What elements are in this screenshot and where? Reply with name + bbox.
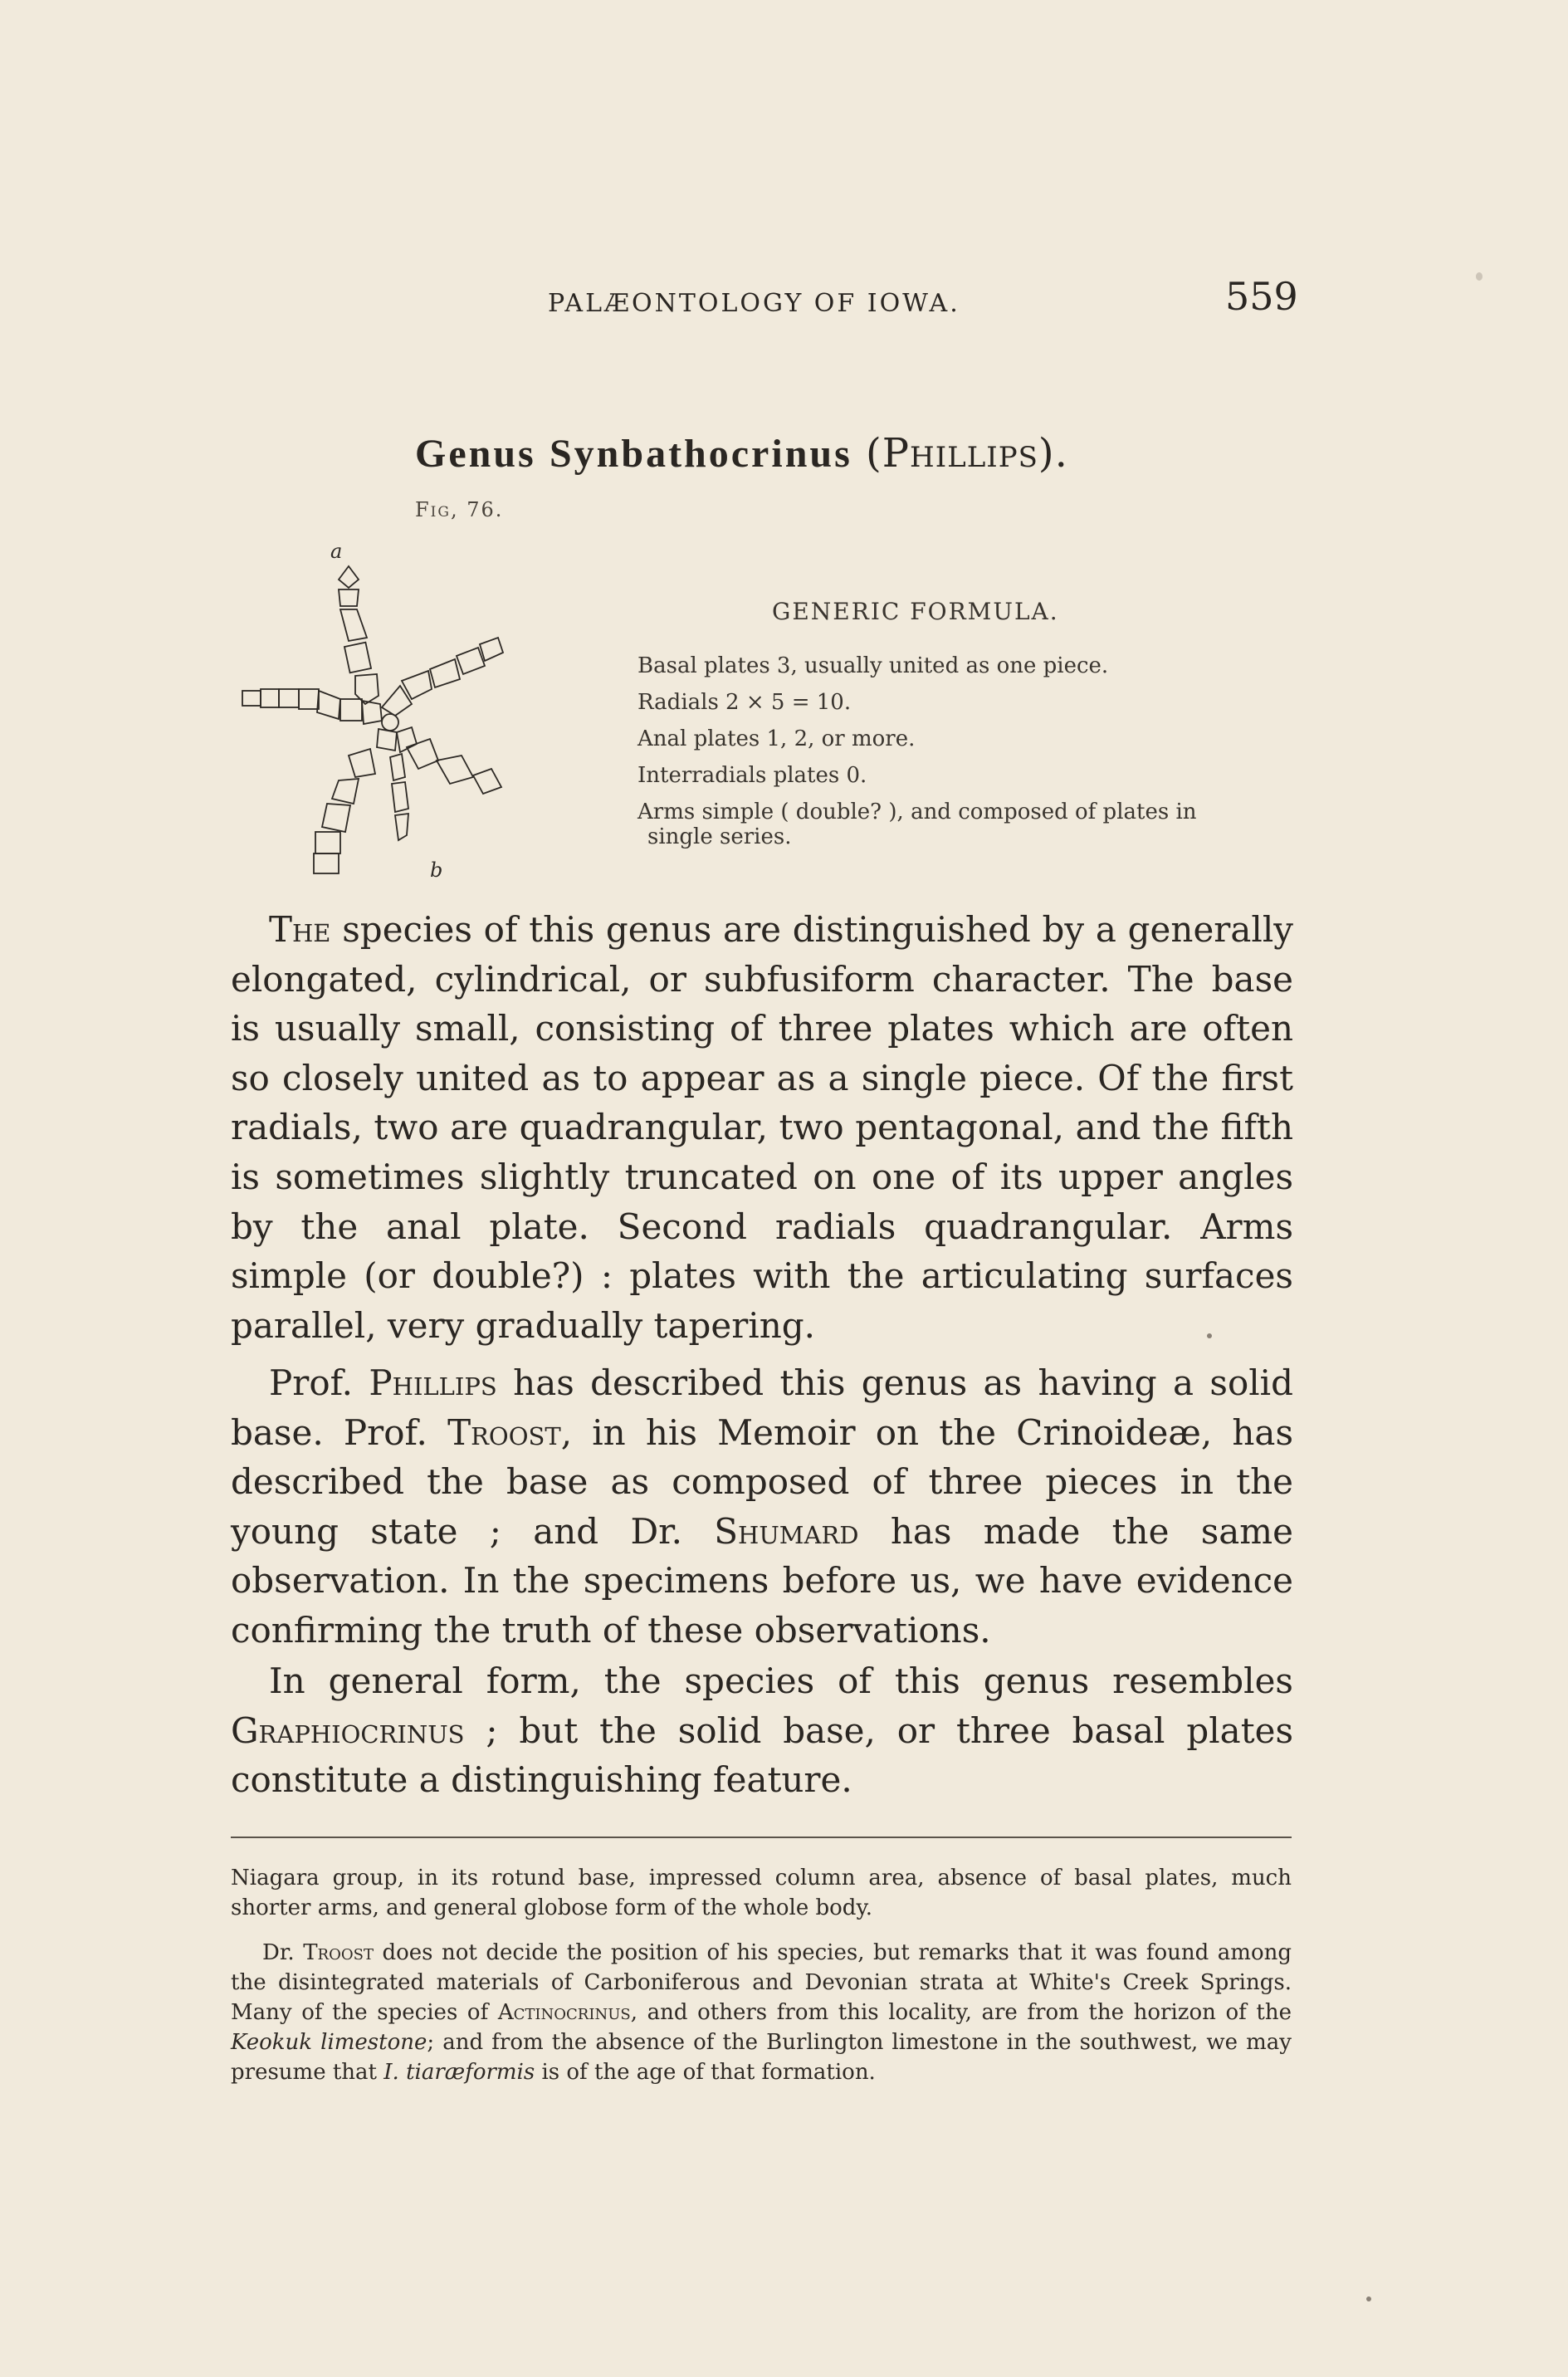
formula-line: Arms simple ( double? ), and composed of plates in	[637, 800, 1197, 824]
running-head: PALÆONTOLOGY OF IOWA.	[548, 289, 960, 318]
p2-text: Prof.	[269, 1362, 354, 1403]
species-name: I. tiaræformis	[383, 2060, 535, 2085]
figure-mark-b: b	[430, 858, 443, 882]
author-name: Troost	[447, 1411, 561, 1453]
genus-reference: Graphiocrinus	[231, 1709, 465, 1751]
p3-text: ; but the solid base, or three basal plates constitute a distinguishing feature.	[231, 1709, 1293, 1801]
p2-text: , in his Memoir on the Crinoideæ, has described the base as composed of three pieces in the young state ; and Dr.	[231, 1411, 1293, 1552]
crinoid-plate-diagram	[224, 523, 589, 905]
p2-text: has described this genus as having a solid base. Prof.	[231, 1362, 1293, 1453]
genus-word: Genus	[415, 432, 536, 476]
body-paragraph-3	[231, 1656, 1293, 1805]
genus-author: (Phillips).	[866, 430, 1068, 477]
body-paragraph-1	[231, 905, 1293, 1350]
fn2-text: , and others from this locality, are from the horizon of the	[630, 2000, 1292, 2025]
figure-label: Fig, 76.	[415, 498, 504, 521]
author-name: Phillips	[369, 1362, 497, 1403]
p1-text: species of this genus are distinguished by a generally elongated, cylindrical, or subfusiform character. The base is usually small, consisting of three plates which are often so closely united as to appear as a single piece. Of the first radials, two are quadrangular, two pentagonal, and the fifth is sometimes slightly truncated on one of its upper angles by the anal plate. Second radials quadrangular. Arms simple (or double?) : plates with the articulating surfaces parallel, very gradually tapering.	[231, 909, 1294, 1346]
p3-text: In general form, the species of this genus resembles	[269, 1660, 1293, 1701]
footnote-1: Niagara group, in its rotund base, impressed column area, absence of basal plates, much shorter arms, and general globose form of the whole body.	[231, 1866, 1292, 1920]
figure-mark-a: a	[330, 540, 343, 563]
formula-line: Interradials plates 0.	[637, 763, 867, 788]
paper-speck	[1476, 272, 1483, 281]
formation-name: Keokuk limestone	[231, 2030, 427, 2055]
fn2-text: is of the age of that formation.	[541, 2060, 876, 2085]
lead-word: The	[269, 909, 331, 950]
fn2-text: does not decide the position of his species, but remarks that it was found among the disintegrated materials of Carboniferous and Devonian strata at White's Creek Springs. Many of the species of	[231, 1940, 1292, 2025]
genus-title	[415, 430, 1068, 477]
page-number: 559	[1225, 274, 1298, 319]
arm-b-plates	[390, 754, 408, 840]
arm-right-plates	[382, 638, 503, 716]
fn2-text: ; and from the absence of the Burlington limestone in the southwest, we may presume that	[231, 2030, 1292, 2085]
arm-lower-left-plates	[314, 749, 375, 873]
arm-a-plates	[339, 566, 379, 704]
formula-line: Basal plates 3, usually united as one piece.	[637, 653, 1109, 678]
arm-lower-right-plates	[407, 739, 501, 794]
genus-name: Synbathocrinus	[549, 432, 852, 476]
author-name: Troost	[303, 1940, 374, 1965]
footnote-2	[231, 1938, 1292, 2087]
formula-list	[637, 648, 1310, 855]
paper-speck	[1366, 2296, 1371, 2301]
formula-line: Anal plates 1, 2, or more.	[637, 726, 916, 751]
body-paragraph-2	[231, 1358, 1293, 1656]
footnote-rule	[231, 1837, 1292, 1838]
author-name: Shumard	[714, 1510, 859, 1552]
formula-line: Radials 2 × 5 = 10.	[637, 690, 852, 715]
paper-speck	[1207, 1333, 1212, 1338]
genus-reference: Actinocrinus	[497, 2000, 631, 2025]
arm-left-plates	[242, 689, 382, 724]
formula-heading: GENERIC FORMULA.	[772, 598, 1059, 625]
fn2-text: Dr.	[262, 1940, 295, 1965]
formula-line: single series.	[647, 824, 792, 849]
p2-text: has made the same observation. In the specimens before us, we have evidence confirming the truth of these observations.	[231, 1510, 1293, 1651]
